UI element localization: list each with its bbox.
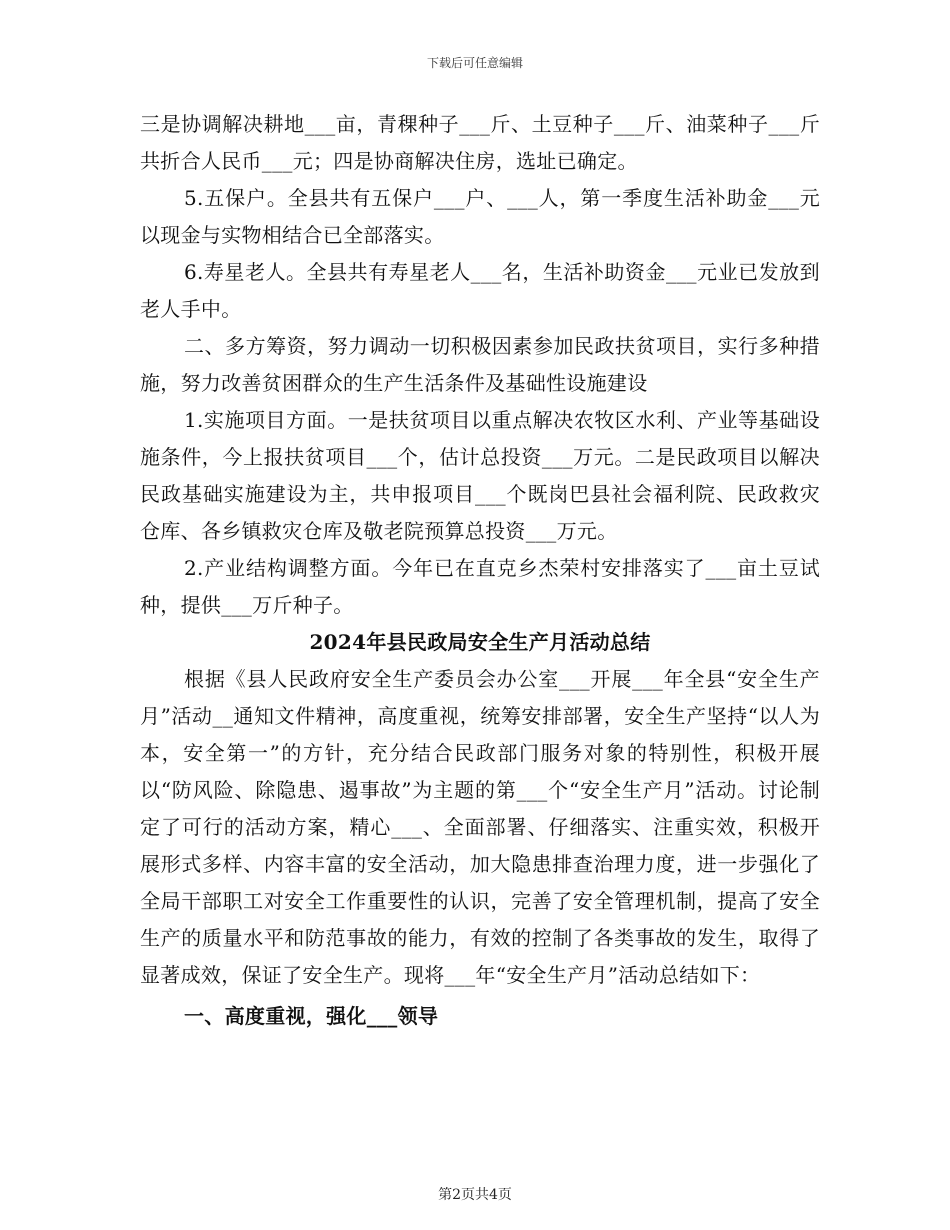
paragraph-continuation: 三是协调解决耕地___亩，青稞种子___斤、土豆种子___斤、油菜种子___斤共折合人民币___元；四是协商解决住房，选址已确定。 [140,112,820,173]
page-footer-number: 第2页共4页 [438,1187,512,1203]
paragraph-summary-intro: 根据《县人民政府安全生产委员会办公室___开展___年全县“安全生产月”活动__通知文件精神，高度重视，统筹安排部署，安全生产坚持“以人为本，安全第一”的方针，充分结合民政部门服务对象的特别性，积极开展以“防风险、除隐患、遏事故”为主题的第___个“安全生产月”活动。讨论制定了可行的活动方案，精心___、全面部署、仔细落实、注重实效，积极开展形式多样、内容丰富的安全活动，加大隐患排查治理力度，进一步强化了全局干部职工对安全工作重要性的认识，完善了安全管理机制，提高了安全生产的质量水平和防范事故的能力，有效的控制了各类事故的发生，取得了显著成效，保证了安全生产。现将___年“安全生产月”活动总结如下： [140,667,820,987]
paragraph-projects: 1.实施项目方面。一是扶贫项目以重点解决农牧区水利、产业等基础设施条件，今上报扶贫项目___个，估计总投资___万元。二是民政项目以解决民政基础实施建设为主，共申报项目___个既岗巴县社会福利院、民政救灾仓库、各乡镇救灾仓库及敬老院预算总投资___万元。 [140,408,820,543]
paragraph-section-two: 二、多方筹资，努力调动一切积极因素参加民政扶贫项目，实行多种措施，努力改善贫困群众的生产生活条件及基础性设施建设 [140,334,820,395]
paragraph-five-guarantee: 5.五保户。全县共有五保户___户、___人，第一季度生活补助金___元以现金与实物相结合已全部落实。 [140,186,820,247]
paragraph-industry: 2.产业结构调整方面。今年已在直克乡杰荣村安排落实了___亩土豆试种，提供___万斤种子。 [140,556,820,617]
section-heading: 一、高度重视，强化___领导 [184,1004,439,1028]
document-body [140,106,820,1035]
page-header-note: 下载后可任意编辑 [426,56,523,70]
paragraph-elderly: 6.寿星老人。全县共有寿星老人___名，生活补助资金___元业已发放到老人手中。 [140,260,820,321]
document-title: 2024年县民政局安全生产月活动总结 [309,630,651,654]
